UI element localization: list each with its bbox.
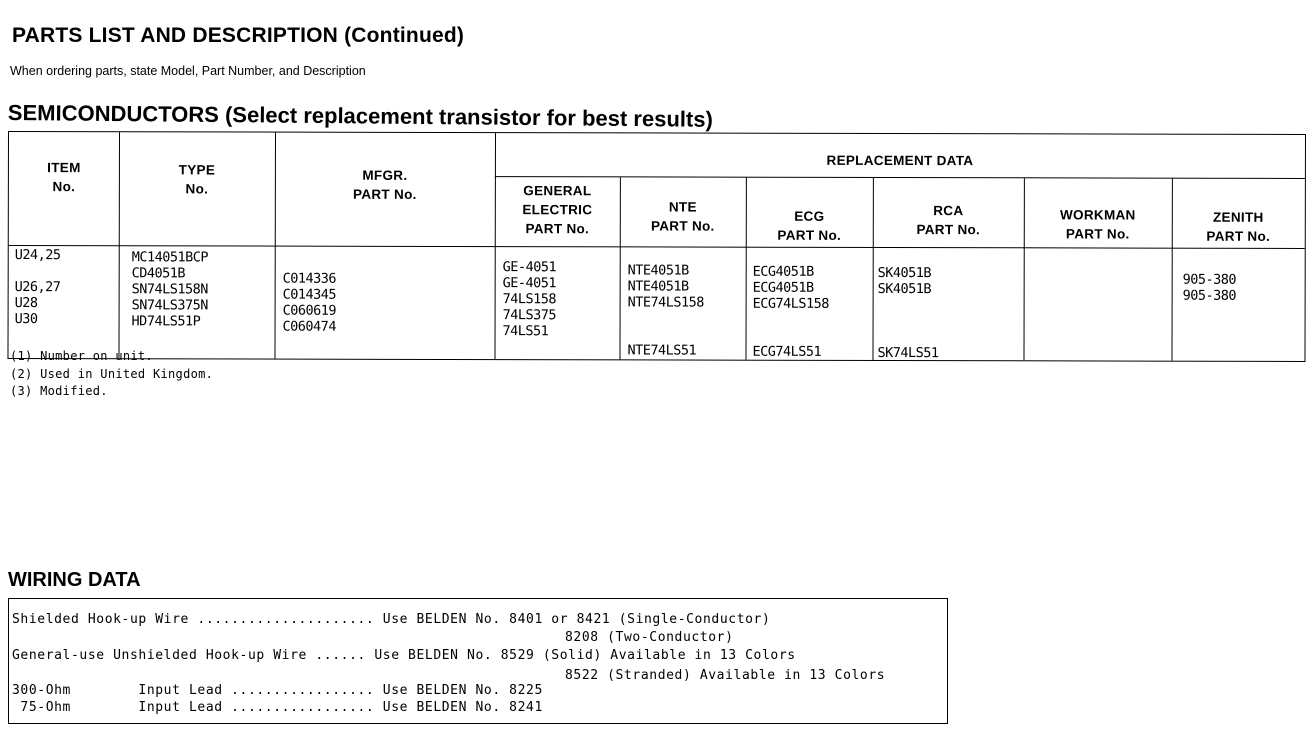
wiring-line: General-use Unshielded Hook-up Wire ...... Use BELDEN No. 8529 (Solid) Available in 13 Colors: [12, 648, 796, 663]
table-cell: [878, 329, 939, 345]
table-cell: C014345: [282, 286, 337, 303]
table-cell: [878, 297, 939, 313]
table-cell: SK4051B: [877, 264, 932, 282]
row-divider: [9, 245, 1305, 249]
wiring-heading: WIRING DATA: [8, 569, 141, 591]
table-cell: C014336: [282, 270, 337, 287]
table-cell: C060474: [282, 318, 336, 335]
footnote: (3) Modified.: [10, 384, 108, 398]
semiconductors-table: [7, 131, 1306, 362]
table-cell: [628, 326, 704, 342]
page-title: PARTS LIST AND DESCRIPTION (Continued): [12, 24, 465, 47]
table-cell: GE-4051: [502, 259, 557, 276]
table-cell: ECG4051B: [752, 263, 814, 280]
header-mfgr: MFGR. PART No.: [353, 167, 417, 202]
table-cell: [628, 310, 704, 326]
table-cell: U30: [14, 311, 38, 328]
header-rca: RCA PART No.: [916, 203, 981, 238]
table-cell: NTE74LS158: [627, 294, 704, 311]
column-zenith: [1183, 272, 1236, 304]
column-ge: [503, 259, 557, 339]
column-ecg: [752, 264, 828, 360]
table-cell: NTE74LS51: [627, 342, 697, 359]
header-workman: WORKMAN PART No.: [1059, 207, 1136, 242]
wiring-line: 8522 (Stranded) Available in 13 Colors: [565, 668, 886, 683]
table-cell: NTE4051B: [627, 262, 689, 279]
header-item: ITEM No.: [47, 160, 81, 195]
row-divider: [495, 176, 1305, 179]
ordering-note: When ordering parts, state Model, Part Number, and Description: [10, 64, 366, 78]
wiring-line: 8208 (Two-Conductor): [565, 630, 734, 645]
table-cell: ECG74LS158: [752, 295, 829, 312]
wiring-line: Shielded Hook-up Wire ..................... Use BELDEN No. 8401 or 8421 (Single-Conductor): [12, 612, 771, 627]
table-cell: U26,27: [14, 279, 61, 296]
table-cell: GE-4051: [502, 275, 557, 292]
header-zenith: ZENITH PART No.: [1206, 209, 1271, 244]
footnote: (2) Used in United Kingdom.: [10, 366, 214, 381]
table-cell: [753, 312, 829, 328]
table-cell: [753, 328, 829, 344]
column-item: [15, 247, 61, 327]
wiring-data-box: [8, 598, 948, 724]
table-cell: 74LS51: [502, 323, 549, 340]
table-cell: 905-380: [1182, 287, 1237, 304]
table-cell: 905-380: [1182, 271, 1237, 288]
wiring-line: 300-Ohm Input Lead ................. Use BELDEN No. 8225: [12, 683, 543, 698]
header-nte: NTE PART No.: [650, 199, 715, 234]
table-cell: ECG4051B: [752, 279, 814, 296]
header-ecg: ECG PART No.: [777, 208, 842, 243]
table-cell: U24,25: [14, 247, 61, 264]
table-cell: [878, 313, 939, 329]
table-cell: 74LS375: [502, 307, 557, 324]
table-cell: 74LS158: [502, 291, 557, 308]
table-cell: CD4051B: [131, 265, 186, 282]
table-cell: SK74LS51: [877, 344, 939, 362]
table-cell: NTE4051B: [627, 278, 689, 295]
column-type: [132, 249, 208, 329]
table-cell: SN74LS158N: [131, 281, 208, 298]
footnote: (1) Number on unit.: [10, 349, 153, 363]
table-cell: [15, 263, 61, 279]
semiconductors-heading: SEMICONDUCTORS (Select replacement transistor for best results): [7, 100, 713, 132]
table-cell: ECG74LS51: [752, 343, 822, 360]
header-replacement-data: REPLACEMENT DATA: [826, 152, 974, 169]
table-cell: C060619: [282, 302, 337, 319]
column-rca: [877, 265, 938, 361]
footnotes: [10, 348, 213, 401]
table-cell: SN74LS375N: [131, 297, 208, 314]
wiring-line: 75-Ohm Input Lead ................. Use BELDEN No. 8241: [12, 700, 543, 715]
header-ge: GENERAL ELECTRIC PART No.: [522, 183, 593, 237]
column-nte: [627, 262, 703, 358]
column-mfgr: [283, 271, 337, 335]
table-cell: U28: [14, 295, 38, 312]
table-cell: SK4051B: [877, 280, 932, 298]
table-cell: MC14051BCP: [131, 249, 209, 266]
header-type: TYPE No.: [178, 162, 216, 197]
table-cell: HD74LS51P: [131, 313, 201, 330]
